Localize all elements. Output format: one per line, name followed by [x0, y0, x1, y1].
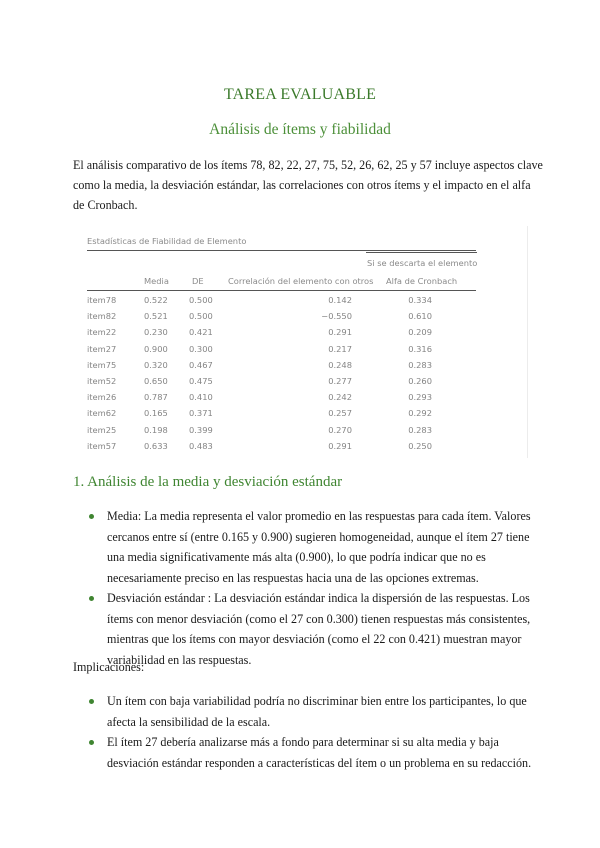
cell-alpha: 0.250	[408, 440, 432, 451]
cell-item: item26	[87, 392, 117, 403]
cell-media: 0.198	[144, 424, 168, 435]
cell-correlation: 0.257	[328, 408, 352, 419]
cell-alpha: 0.260	[408, 375, 432, 386]
group-header-rule	[366, 252, 477, 253]
cell-alpha: 0.292	[408, 408, 432, 419]
cell-item: item78	[87, 295, 117, 305]
cell-media: 0.320	[144, 359, 168, 370]
list-item-text: Media: La media representa el valor promedio en las respuestas para cada ítem. Valores cercanos entre sí (entre 0.165 y 0.900) sugieren homogeneidad, aunque el ítem 27 tiene una media significativamente más alta (0.900), lo que podría indicar que no es necesariamente preciso en las respuestas hacia una de las opciones extremas.	[107, 509, 531, 585]
cell-item: item22	[87, 327, 117, 338]
list-item	[73, 506, 543, 588]
table-row	[82, 374, 482, 390]
list-item-text: Desviación estándar : La desviación estándar indica la dispersión de las respuestas. Los ítems con menor desviación (como el 27 con 0.300) tienen respuestas más consistentes, mientras que los ítems con mayor desviación (como el 22 con 0.421) muestran mayor variabilidad en las respuestas.	[107, 591, 531, 667]
cell-alpha: 0.293	[408, 392, 432, 403]
table-row	[82, 423, 482, 439]
implications-bullet-list	[73, 691, 543, 773]
cell-de: 0.500	[189, 311, 213, 322]
cell-correlation: 0.277	[328, 375, 352, 386]
cell-correlation: −0.550	[321, 311, 352, 322]
col-header-media: Media	[144, 276, 169, 286]
cell-alpha: 0.209	[408, 327, 432, 338]
cell-media: 0.521	[144, 311, 168, 322]
bullet-icon	[89, 740, 94, 745]
table-column-headers	[82, 276, 482, 288]
implications-label: Implicaciones:	[73, 660, 145, 674]
bullet-icon	[89, 514, 94, 519]
cell-media: 0.633	[144, 440, 168, 451]
cell-correlation: 0.142	[328, 295, 352, 305]
bullet-icon	[89, 596, 94, 601]
cell-de: 0.399	[189, 424, 213, 435]
list-item-text: Un ítem con baja variabilidad podría no discriminar bien entre los participantes, lo que afecta la sensibilidad de la escala.	[107, 694, 527, 729]
list-item	[73, 691, 543, 732]
table-body	[82, 293, 482, 455]
cell-correlation: 0.291	[328, 440, 352, 451]
table-row	[82, 439, 482, 455]
cell-correlation: 0.270	[328, 424, 352, 435]
table-top-rule	[87, 250, 476, 251]
cell-de: 0.483	[189, 440, 213, 451]
list-item	[73, 732, 543, 773]
col-header-alpha: Alfa de Cronbach	[386, 276, 458, 286]
cell-item: item75	[87, 359, 117, 370]
cell-alpha: 0.283	[408, 359, 432, 370]
section-heading: 1. Análisis de la media y desviación estándar	[73, 474, 343, 490]
table-row	[82, 293, 482, 309]
list-item-text: El ítem 27 debería analizarse más a fondo para determinar si su alta media y baja desviación estándar responden a características del ítem o un problema en su redacción.	[107, 735, 532, 770]
table-row	[82, 358, 482, 374]
table-caption: Estadísticas de Fiabilidad de Elemento	[87, 236, 247, 246]
table-row	[82, 309, 482, 325]
cell-de: 0.371	[189, 408, 213, 419]
table-row	[82, 390, 482, 406]
cell-media: 0.522	[144, 295, 168, 305]
cell-item: item52	[87, 375, 117, 386]
cell-item: item25	[87, 424, 117, 435]
cell-alpha: 0.334	[408, 295, 432, 305]
cell-de: 0.475	[189, 375, 213, 386]
cell-correlation: 0.217	[328, 343, 352, 354]
cell-de: 0.300	[189, 343, 213, 354]
analysis-bullet-list	[73, 506, 543, 670]
table-row	[82, 325, 482, 341]
cell-item: item57	[87, 440, 117, 451]
intro-paragraph: El análisis comparativo de los ítems 78, 82, 22, 27, 75, 52, 26, 62, 25 y 57 incluye aspectos clave como la media, la desviación estándar, las correlaciones con otros ítems y el impacto en el alfa de Cronbach.	[73, 158, 543, 212]
table-row	[82, 342, 482, 358]
image-edge-divider	[527, 226, 528, 458]
document-title: TAREA EVALUABLE	[223, 86, 377, 103]
table-header-rule	[87, 290, 476, 291]
group-header: Si se descarta el elemento	[367, 258, 478, 268]
cell-media: 0.900	[144, 343, 168, 354]
cell-alpha: 0.316	[408, 343, 432, 354]
col-header-correlation: Correlación del elemento con otros	[228, 276, 374, 286]
cell-de: 0.421	[189, 327, 213, 338]
cell-media: 0.230	[144, 327, 168, 338]
cell-correlation: 0.242	[328, 392, 352, 403]
cell-media: 0.787	[144, 392, 168, 403]
cell-correlation: 0.291	[328, 327, 352, 338]
cell-item: item82	[87, 311, 117, 322]
cell-media: 0.650	[144, 375, 168, 386]
document-subtitle: Análisis de ítems y fiabilidad	[209, 121, 391, 138]
cell-item: item62	[87, 408, 117, 419]
bullet-icon	[89, 699, 94, 704]
cell-de: 0.500	[189, 295, 213, 305]
col-header-de: DE	[192, 276, 204, 286]
reliability-table-image	[82, 226, 530, 458]
cell-de: 0.410	[189, 392, 213, 403]
table-row	[82, 406, 482, 422]
list-item	[73, 588, 543, 670]
cell-alpha: 0.610	[408, 311, 432, 322]
cell-item: item27	[87, 343, 117, 354]
cell-correlation: 0.248	[328, 359, 352, 370]
cell-alpha: 0.283	[408, 424, 432, 435]
cell-media: 0.165	[144, 408, 168, 419]
cell-de: 0.467	[189, 359, 213, 370]
